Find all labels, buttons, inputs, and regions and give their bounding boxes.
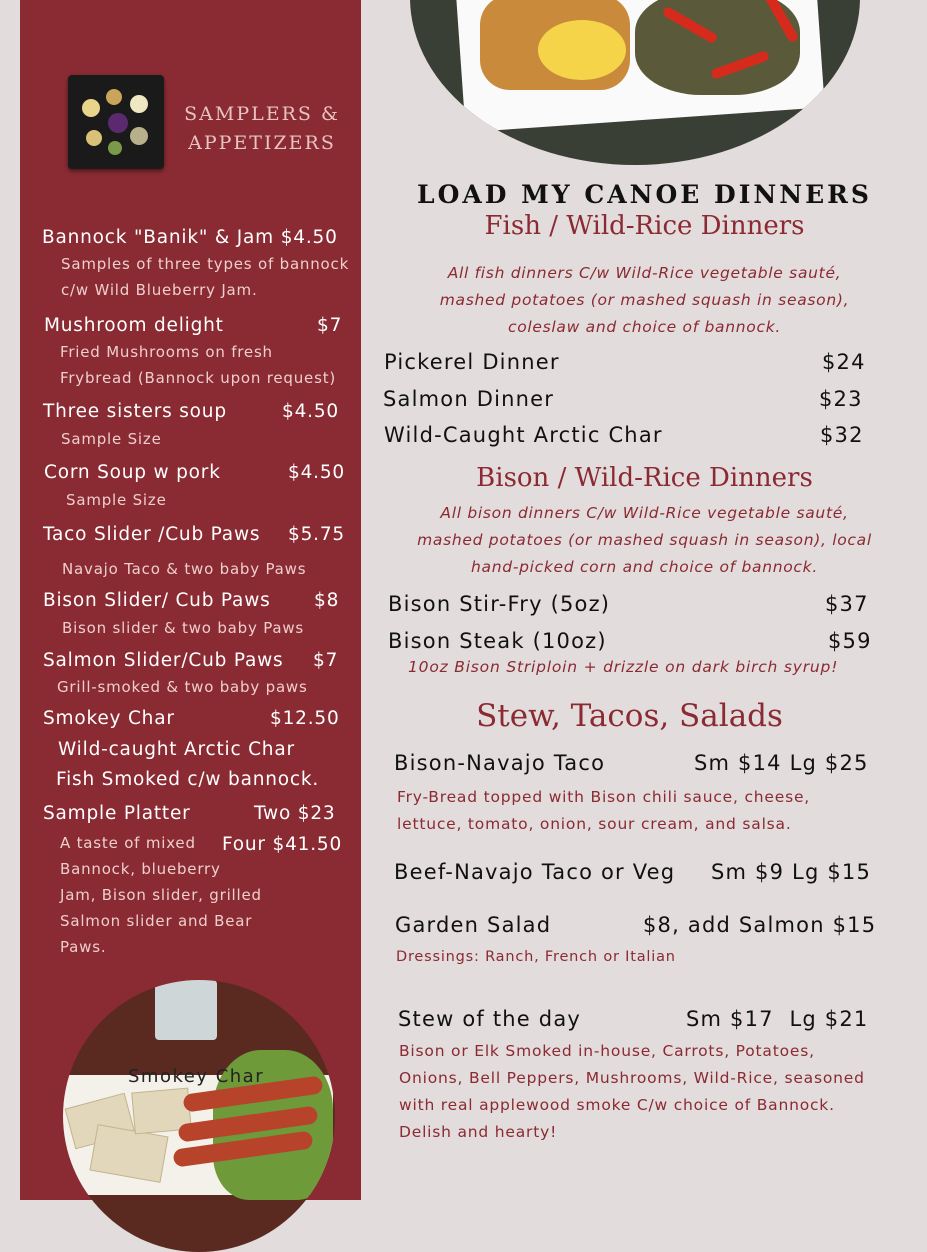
item-price: $8: [314, 590, 340, 611]
item-price: $4.50: [282, 401, 339, 422]
item-price: $12.50: [270, 708, 340, 729]
desc-line: with real applewood smoke C/w choice of Bannock.: [399, 1096, 835, 1114]
item-name: Bison Stir-Fry (5oz): [388, 592, 611, 616]
item-desc: [58, 735, 319, 795]
fish-note: [362, 260, 927, 341]
item-name: Pickerel Dinner: [384, 350, 560, 374]
item-name: Bison-Navajo Taco: [394, 751, 606, 775]
desc-line: c/w Wild Blueberry Jam.: [61, 281, 258, 299]
note-line: mashed potatoes (or mashed squash in season),: [439, 291, 850, 309]
desc-line: Salmon slider and Bear: [60, 912, 253, 930]
glass-image: [155, 980, 217, 1040]
item-price: $24: [822, 350, 866, 374]
item-name: Bison Steak (10oz): [388, 629, 607, 653]
samplers-heading-line1: SAMPLERS &: [184, 103, 340, 125]
desc-line: Delish and hearty!: [399, 1123, 558, 1141]
desc-line: Paws.: [60, 938, 107, 956]
item-price: $5.75: [288, 524, 345, 545]
desc-line: Onions, Bell Peppers, Mushrooms, Wild-Rice, seasoned: [399, 1069, 865, 1087]
samplers-heading-line2: APPETIZERS: [188, 132, 336, 154]
desc-line: Wild-caught Arctic Char: [58, 739, 295, 760]
item-price: $32: [820, 423, 864, 447]
desc-line: Fish Smoked c/w bannock.: [56, 769, 320, 790]
note-line: All bison dinners C/w Wild-Rice vegetable sauté,: [440, 504, 849, 522]
item-desc: Dressings: Ranch, French or Italian: [396, 949, 676, 965]
item-name: Smokey Char: [43, 708, 175, 729]
bison-note: [362, 500, 927, 581]
fish-dinner-photo: [410, 0, 860, 165]
item-price: $4.50: [280, 227, 338, 248]
stew-heading: Stew, Tacos, Salads: [476, 698, 783, 734]
item-name: Wild-Caught Arctic Char: [384, 423, 663, 447]
smokey-char-photo: [63, 980, 335, 1252]
item-desc: [399, 1038, 865, 1146]
fish-heading: Fish / Wild-Rice Dinners: [484, 211, 805, 241]
item-desc: [60, 830, 262, 960]
item-bannock-jam: [42, 227, 338, 248]
photo-label: Smokey Char: [128, 1066, 265, 1087]
item-price: $4.50: [288, 462, 345, 483]
note-line: coleslaw and choice of bannock.: [508, 318, 781, 336]
desc-line: Fry-Bread topped with Bison chili sauce, cheese,: [397, 788, 811, 806]
item-desc: Bison slider & two baby Paws: [62, 619, 305, 637]
lemon-image: [538, 20, 626, 80]
item-price: $59: [828, 629, 872, 653]
note-line: mashed potatoes (or mashed squash in season), local: [417, 531, 872, 549]
item-name: Three sisters soup: [43, 401, 227, 422]
desc-line: Jam, Bison slider, grilled: [60, 886, 262, 904]
item-desc: Sample Size: [61, 430, 162, 448]
samplers-heading: [182, 100, 342, 158]
item-price: $8, add Salmon $15: [643, 913, 877, 937]
item-desc: [397, 784, 810, 838]
bison-extra-note: 10oz Bison Striploin + drizzle on dark birch syrup!: [408, 658, 839, 676]
item-price: Sm $9 Lg $15: [711, 860, 872, 884]
desc-line: Samples of three types of bannock: [61, 255, 350, 273]
item-price: Sm $14 Lg $25: [694, 751, 869, 775]
item-name: Sample Platter: [43, 803, 191, 824]
appetizer-thumbnail-image: [68, 75, 164, 169]
item-name: Taco Slider /Cub Paws: [43, 524, 261, 545]
item-name: Beef-Navajo Taco or Veg: [394, 860, 676, 884]
bison-heading: Bison / Wild-Rice Dinners: [476, 463, 813, 493]
item-price-secondary: Four $41.50: [222, 834, 343, 855]
item-desc: Sample Size: [66, 491, 167, 509]
desc-line: Bison or Elk Smoked in-house, Carrots, Potatoes,: [399, 1042, 815, 1060]
item-price: $7: [313, 650, 339, 671]
desc-line: lettuce, tomato, onion, sour cream, and salsa.: [397, 815, 792, 833]
item-name: Bison Slider/ Cub Paws: [43, 590, 271, 611]
item-name: Garden Salad: [395, 913, 552, 937]
item-desc: [61, 251, 349, 303]
item-name: Stew of the day: [398, 1007, 582, 1031]
desc-line: Frybread (Bannock upon request): [60, 369, 337, 387]
desc-line: Fried Mushrooms on fresh: [60, 343, 273, 361]
dinners-title: LOAD MY CANOE DINNERS: [416, 180, 872, 209]
item-price: Sm $17 Lg $21: [686, 1007, 869, 1031]
item-name: Salmon Dinner: [383, 387, 555, 411]
item-name: Corn Soup w pork: [44, 462, 221, 483]
desc-line: A taste of mixed: [60, 834, 196, 852]
note-line: All fish dinners C/w Wild-Rice vegetable sauté,: [447, 264, 842, 282]
item-price: $7: [317, 315, 343, 336]
item-name: Salmon Slider/Cub Paws: [43, 650, 284, 671]
item-desc: [60, 339, 336, 391]
item-name: Bannock "Banik" & Jam: [42, 227, 274, 248]
item-price: Two $23: [254, 803, 336, 824]
item-name: Mushroom delight: [44, 315, 224, 336]
item-price: $37: [825, 592, 869, 616]
item-desc: Navajo Taco & two baby Paws: [62, 560, 307, 578]
item-price: $23: [819, 387, 863, 411]
item-desc: Grill-smoked & two baby paws: [57, 678, 308, 696]
desc-line: Bannock, blueberry: [60, 860, 221, 878]
note-line: hand-picked corn and choice of bannock.: [471, 558, 818, 576]
